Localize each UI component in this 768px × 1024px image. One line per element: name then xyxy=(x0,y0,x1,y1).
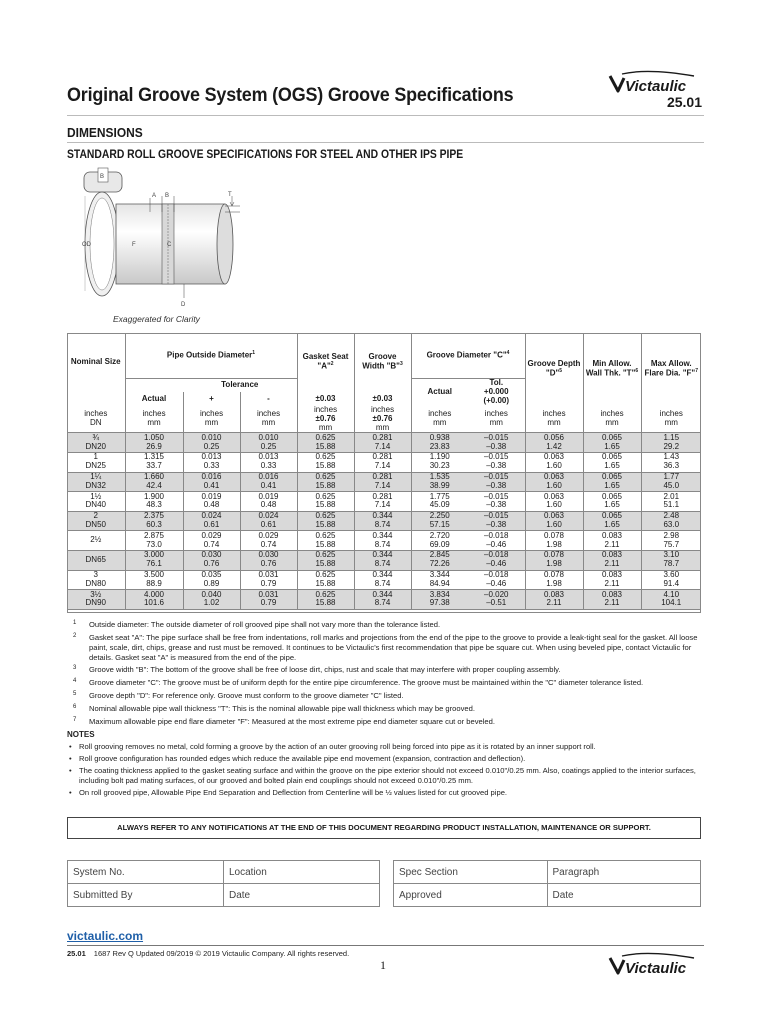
table-cell: 0.063 1.60 xyxy=(525,452,583,472)
table-cell: 2½ xyxy=(67,531,125,551)
table-cell: 0.625 15.88 xyxy=(297,452,354,472)
table-cell: 0.065 1.65 xyxy=(583,452,641,472)
table-cell: 0.344 8.74 xyxy=(354,590,411,610)
table-cell: 0.024 0.61 xyxy=(240,511,297,531)
note-item: • Roll grooving removes no metal, cold forming a groove by the action of an outer grooving roll being forced into pipe as it is rotated by an inner support roll. xyxy=(69,742,596,752)
svg-text:D: D xyxy=(181,302,186,308)
groove-diagram xyxy=(70,166,250,311)
diagram-caption: Exaggerated for Clarity xyxy=(113,314,200,324)
table-cell: 0.031 0.79 xyxy=(240,590,297,610)
table-cell: 1.315 33.7 xyxy=(125,452,183,472)
table-cell: 0.010 0.25 xyxy=(183,433,240,453)
footnotes xyxy=(67,620,707,799)
svg-text:Victaulic: Victaulic xyxy=(625,960,687,976)
website-link[interactable]: victaulic.com xyxy=(67,929,144,943)
note-item: • On roll grooved pipe, Allowable Pipe End Separation and Deflection from Centerline will be ½ values listed for cut grooved pipe. xyxy=(69,787,508,797)
header-divider xyxy=(67,115,704,116)
table-cell: 3.344 84.94 xyxy=(411,570,468,590)
table-cell: 0.625 15.88 xyxy=(297,531,354,551)
header-tol-minus: - xyxy=(240,392,297,406)
table-cell: –0.015 –0.38 xyxy=(468,433,525,453)
form-field-submitted-by[interactable]: Submitted By xyxy=(68,884,224,907)
page-title: Original Groove System (OGS) Groove Specifications xyxy=(67,84,514,106)
table-cell: 0.030 0.76 xyxy=(240,550,297,570)
table-cell: 0.078 1.98 xyxy=(525,570,583,590)
table-cell: 0.078 1.98 xyxy=(525,531,583,551)
table-cell: 0.625 15.88 xyxy=(297,433,354,453)
table-row xyxy=(67,550,701,570)
form-field-spec-section[interactable]: Spec Section xyxy=(394,861,548,884)
table-cell: 1.900 48.3 xyxy=(125,492,183,512)
section-divider xyxy=(67,142,704,143)
header-groove-diameter: Groove Diameter "C"$^4$ xyxy=(411,333,525,378)
table-cell: 0.031 0.79 xyxy=(240,570,297,590)
form-field-system-no[interactable]: System No. xyxy=(68,861,224,884)
victaulic-logo-footer xyxy=(608,952,704,976)
table-cell: 0.063 1.60 xyxy=(525,472,583,492)
table-row xyxy=(67,570,701,590)
table-cell: –0.018 –0.46 xyxy=(468,550,525,570)
submittal-form-left xyxy=(67,860,380,907)
header-max-flare: Max Allow. Flare Dia. "F"$^7$ xyxy=(641,333,701,406)
svg-text:OD: OD xyxy=(82,242,91,248)
table-cell: 0.019 0.48 xyxy=(240,492,297,512)
section-title: DIMENSIONS xyxy=(67,125,143,140)
form-field-location[interactable]: Location xyxy=(224,861,380,884)
table-cell: 0.029 0.74 xyxy=(240,531,297,551)
table-cell: –0.015 –0.38 xyxy=(468,452,525,472)
table-row xyxy=(67,472,701,492)
table-cell: 3.500 88.9 xyxy=(125,570,183,590)
table-cell: 0.344 8.74 xyxy=(354,531,411,551)
table-cell: 3 DN80 xyxy=(67,570,125,590)
table-cell: 0.281 7.14 xyxy=(354,452,411,472)
table-cell: ¾ DN20 xyxy=(67,433,125,453)
footnote: 5 Groove depth "D": For reference only. Groove must conform to the groove diameter "C" listed. xyxy=(73,691,404,701)
table-cell: 2.875 73.0 xyxy=(125,531,183,551)
svg-text:T: T xyxy=(228,192,232,198)
form-field-approved[interactable]: Approved xyxy=(394,884,548,907)
submittal-form-right xyxy=(393,860,701,907)
table-cell: 0.030 0.76 xyxy=(183,550,240,570)
table-row xyxy=(67,511,701,531)
table-cell: 1½ DN40 xyxy=(67,492,125,512)
table-cell: 2 DN50 xyxy=(67,511,125,531)
form-field-approved-date[interactable]: Date xyxy=(547,884,701,907)
svg-text:A: A xyxy=(152,193,157,199)
table-cell: DN65 xyxy=(67,550,125,570)
table-cell: 3.834 97.38 xyxy=(411,590,468,610)
notice-banner: ALWAYS REFER TO ANY NOTIFICATIONS AT THE END OF THIS DOCUMENT REGARDING PRODUCT INSTALLATION, MAINTENANCE OR SUPPORT. xyxy=(67,817,701,839)
table-cell: 0.344 8.74 xyxy=(354,550,411,570)
bullet-icon: • xyxy=(69,787,72,797)
form-field-paragraph[interactable]: Paragraph xyxy=(547,861,701,884)
table-cell: 1.15 29.2 xyxy=(641,433,701,453)
table-cell: 3½ DN90 xyxy=(67,590,125,610)
table-cell: 1 DN25 xyxy=(67,452,125,472)
table-cell: 4.000 101.6 xyxy=(125,590,183,610)
table-cell: 1.77 45.0 xyxy=(641,472,701,492)
table-cell: 0.013 0.33 xyxy=(240,452,297,472)
bullet-icon: • xyxy=(69,753,72,763)
table-cell: 2.375 60.3 xyxy=(125,511,183,531)
table-cell: 0.078 1.98 xyxy=(525,550,583,570)
table-cell: –0.020 –0.51 xyxy=(468,590,525,610)
page-number: 1 xyxy=(380,958,386,972)
table-cell: 0.625 15.88 xyxy=(297,590,354,610)
table-cell: 0.083 2.11 xyxy=(583,590,641,610)
table-cell: 1.43 36.3 xyxy=(641,452,701,472)
note-item: • Roll groove configuration has rounded edges which reduce the available pipe end movement (expansion, contraction and deflection). xyxy=(69,753,526,763)
table-cell: 0.625 15.88 xyxy=(297,492,354,512)
table-cell: 0.029 0.74 xyxy=(183,531,240,551)
table-cell: 0.938 23.83 xyxy=(411,433,468,453)
table-cell: 2.98 75.7 xyxy=(641,531,701,551)
footer-divider xyxy=(67,945,704,946)
table-cell: –0.015 –0.38 xyxy=(468,511,525,531)
subsection-title: STANDARD ROLL GROOVE SPECIFICATIONS FOR STEEL AND OTHER IPS PIPE xyxy=(67,149,464,161)
svg-text:B: B xyxy=(100,174,105,180)
table-cell: 0.344 8.74 xyxy=(354,511,411,531)
table-cell: 0.065 1.65 xyxy=(583,472,641,492)
header-pipe-od: Pipe Outside Diameter$^1$ xyxy=(125,333,297,378)
table-cell: 3.000 76.1 xyxy=(125,550,183,570)
table-cell: 2.48 63.0 xyxy=(641,511,701,531)
footnote: 7 Maximum allowable pipe end flare diameter "F": Measured at the most extreme pipe end diameter square cut or beveled. xyxy=(73,716,495,726)
document-number: 25.01 xyxy=(666,94,702,110)
header-a-tol-in: ±0.03 xyxy=(297,392,354,406)
note-item: • The coating thickness applied to the gasket seating surface and within the groove on the pipe exterior should not exceed 0.010"/0.25 mm. Also, coatings applied to the interior surfaces, including bolt pad mating surfaces, of our grooved and bolted plain end couplings should not exceed 0.010"/0.25 mm. xyxy=(69,765,696,785)
header-tolerance: Tolerance xyxy=(183,378,297,392)
groove-spec-table: Nominal Size Pipe Outside Diameter$^1$ Gasket Seat "A"$^2$ Groove Width "B"$^3$ Groove Diameter "C"$^4$ Groove Depth "D"$^5$ Min Allow. Wall Thk. "T"$^6$ Max Allow. Flare Dia. "F"$^7$ Tolerance Actual Tol. +0.000 (+0.00) Actual + - ±0.03 ±0.03 inches DN inches mm inches mm inches mm inches ±0.76 mm inches ±0.76 mm inches mm inches mm inches mm inches mm inches mm ¾ DN20 1.050 26.9 0.010 0.25 0.010 0.25 0.625 15.88 0.281 7.14 0.938 23.83 –0.015 –0.38 0.056 1.42 0.065 1.65 1.15 29.2 1 DN25 1.315 33.7 0.013 0.33 0.013 0.33 0.625 15.88 0.281 7.14 1.190 30.23 –0.015 –0.38 0.063 1.60 0.065 1.65 1.43 36.3 1¼ DN32 1.660 42.4 0.016 0.41 0.016 0.41 0.625 15.88 0.281 7.14 1.535 38.99 –0.015 –0.38 0.063 1.60 0.065 1.65 1.77 45.0 1½ DN40 1.900 48.3 0.019 0.48 0.019 0.48 0.625 15.88 0.281 7.14 1.775 45.09 –0.015 –0.38 0.063 1.60 0.065 1.65 2.01 51.1 2 DN50 2.375 60.3 0.024 0.61 0.024 0.61 0.625 15.88 0.344 8.74 2.250 57.15 –0.015 –0.38 0.063 1.60 0.065 1.65 2.48 63.0 2½ 2.875 73.0 0.029 0.74 0.029 0.74 0.625 15.88 0.344 8.74 2.720 69.09 –0.018 –0.46 0.078 1.98 0.083 2.11 2.98 75.7 DN65 3.000 76.1 0.030 0.76 0.030 0.76 0.625 15.88 0.344 8.74 2.845 72.26 –0.018 –0.46 0.078 1.98 0.083 2.11 3.10 78.7 3 DN80 3.500 88.9 0.035 0.89 0.031 0.79 0.625 15.88 0.344 8.74 3.344 84.94 –0.018 –0.46 0.078 1.98 0.083 2.11 3.60 91.4 3½ DN90 4.000 101.6 0.040 1.02 0.031 0.79 0.625 15.88 0.344 8.74 3.834 97.38 –0.020 –0.51 0.083 2.11 0.083 2.11 4.10 104.1 xyxy=(67,333,701,610)
notes-title: NOTES xyxy=(67,729,95,739)
svg-text:B: B xyxy=(165,193,170,199)
table-cell: –0.018 –0.46 xyxy=(468,531,525,551)
table-cell: 1.190 30.23 xyxy=(411,452,468,472)
table-cell: –0.015 –0.38 xyxy=(468,472,525,492)
table-cell: 0.016 0.41 xyxy=(183,472,240,492)
table-cell: 0.625 15.88 xyxy=(297,550,354,570)
table-cell: 0.344 8.74 xyxy=(354,570,411,590)
units-nominal: inches DN xyxy=(67,406,125,433)
table-row xyxy=(67,452,701,472)
header-gd-actual: Actual xyxy=(411,378,468,406)
header-gasket-seat: Gasket Seat "A"$^2$ xyxy=(297,333,354,392)
table-cell: 0.016 0.41 xyxy=(240,472,297,492)
table-cell: –0.018 –0.46 xyxy=(468,570,525,590)
footnote: 2 Gasket seat "A": The pipe surface shall be free from indentations, roll marks and projections from the end of the pipe to the groove to provide a leak-tight seal for the gasket. All loose paint, scale, dirt, chips, grease and rust must be removed. It continues to be Victaulic's first recommendation that pipe be square cut. When using beveled pipe, contact Victaulic for details. Gasket seat "A" is measured from the end of the pipe. xyxy=(73,632,698,662)
table-cell: 0.625 15.88 xyxy=(297,472,354,492)
table-cell: 0.083 2.11 xyxy=(583,550,641,570)
table-cell: 0.063 1.60 xyxy=(525,511,583,531)
table-cell: 0.010 0.25 xyxy=(240,433,297,453)
table-cell: 0.040 1.02 xyxy=(183,590,240,610)
table-cell: 1¼ DN32 xyxy=(67,472,125,492)
table-cell: 2.845 72.26 xyxy=(411,550,468,570)
table-cell: 0.035 0.89 xyxy=(183,570,240,590)
table-cell: 0.625 15.88 xyxy=(297,570,354,590)
table-cell: 2.01 51.1 xyxy=(641,492,701,512)
footer-meta: 25.01 1687 Rev Q Updated 09/2019 © 2019 Victaulic Company. All rights reserved. xyxy=(67,949,350,958)
header-min-wall: Min Allow. Wall Thk. "T"$^6$ xyxy=(583,333,641,406)
footnote: 6 Nominal allowable pipe wall thickness "T": This is the nominal allowable pipe wall thickness which may be grooved. xyxy=(73,704,475,714)
header-od-actual: Actual xyxy=(125,392,183,406)
table-cell: 0.024 0.61 xyxy=(183,511,240,531)
header-gd-tol: Tol. +0.000 (+0.00) xyxy=(468,378,525,406)
header-tol-plus: + xyxy=(183,392,240,406)
table-cell: 3.60 91.4 xyxy=(641,570,701,590)
table-cell: 2.250 57.15 xyxy=(411,511,468,531)
table-row xyxy=(67,492,701,512)
svg-text:C: C xyxy=(167,242,172,248)
table-cell: 0.083 2.11 xyxy=(583,570,641,590)
table-row xyxy=(67,590,701,610)
header-groove-width: Groove Width "B"$^3$ xyxy=(354,333,411,392)
table-row xyxy=(67,531,701,551)
victaulic-logo xyxy=(608,70,704,94)
table-cell: 0.065 1.65 xyxy=(583,511,641,531)
table-cell: 2.720 69.09 xyxy=(411,531,468,551)
bullet-icon: • xyxy=(69,765,72,775)
table-cell: 0.063 1.60 xyxy=(525,492,583,512)
table-cell: 1.050 26.9 xyxy=(125,433,183,453)
table-cell: 0.083 2.11 xyxy=(583,531,641,551)
footnote: 1 Outside diameter: The outside diameter of roll grooved pipe shall not vary more than the tolerance listed. xyxy=(73,620,441,629)
table-cell: 0.056 1.42 xyxy=(525,433,583,453)
table-cell: 0.281 7.14 xyxy=(354,492,411,512)
table-cell: 1.535 38.99 xyxy=(411,472,468,492)
table-cell: 0.065 1.65 xyxy=(583,492,641,512)
table-cell: 0.083 2.11 xyxy=(525,590,583,610)
table-cell: 0.013 0.33 xyxy=(183,452,240,472)
table-cell: 0.281 7.14 xyxy=(354,472,411,492)
table-cell: 1.775 45.09 xyxy=(411,492,468,512)
bullet-icon: • xyxy=(69,742,72,752)
header-b-tol-in: ±0.03 xyxy=(354,392,411,406)
table-row xyxy=(67,433,701,453)
svg-text:Victaulic: Victaulic xyxy=(625,78,687,94)
table-cell: 0.625 15.88 xyxy=(297,511,354,531)
form-field-date[interactable]: Date xyxy=(224,884,380,907)
footnote: 3 Groove width "B": The bottom of the groove shall be free of loose dirt, chips, rust and scale that may interfere with proper coupling assembly. xyxy=(73,665,561,675)
table-cell: 1.660 42.4 xyxy=(125,472,183,492)
table-cell: 0.065 1.65 xyxy=(583,433,641,453)
table-cell: 3.10 78.7 xyxy=(641,550,701,570)
footnote: 4 Groove diameter "C": The groove must be of uniform depth for the entire pipe circumference. The groove must be maintained within the "C" diameter tolerance listed. xyxy=(73,678,644,688)
header-groove-depth: Groove Depth "D"$^5$ xyxy=(525,333,583,406)
table-cell: 4.10 104.1 xyxy=(641,590,701,610)
table-cell: 0.281 7.14 xyxy=(354,433,411,453)
table-cell: –0.015 –0.38 xyxy=(468,492,525,512)
table-cell: 0.019 0.48 xyxy=(183,492,240,512)
header-nominal-size: Nominal Size xyxy=(70,357,121,367)
svg-text:F: F xyxy=(132,242,136,248)
